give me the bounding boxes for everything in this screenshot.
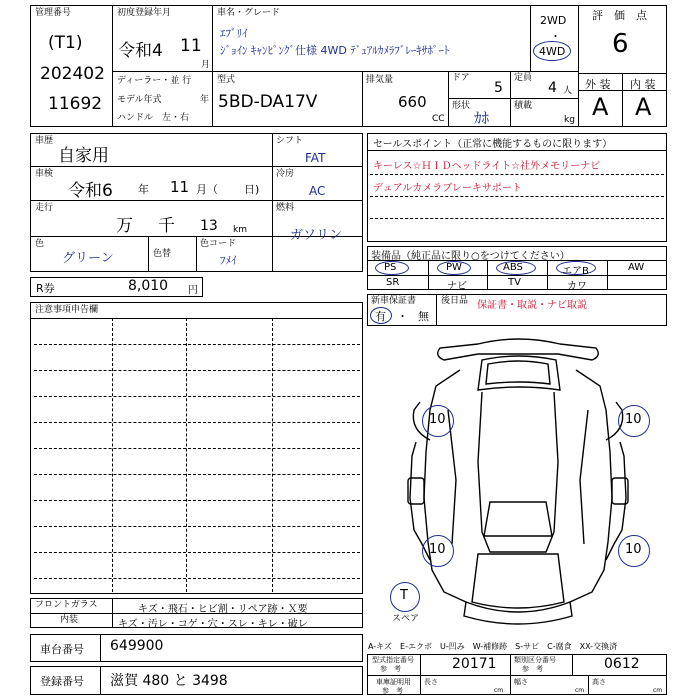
interior-cond-items: キズ・汚レ・コゲ・穴・スレ・キレ・破レ [118, 619, 308, 630]
divider [448, 98, 578, 99]
exterior-grade: A [592, 93, 609, 121]
divider [578, 5, 579, 127]
body-center [478, 392, 558, 552]
divider [530, 5, 531, 71]
divider [607, 260, 608, 290]
cert-sub: 参 考 [382, 687, 403, 695]
aftermarket-value: 保証書・取説・ナビ取説 [477, 300, 587, 311]
equipment-title: 装備品（純正品に限り○をつけてください） [371, 251, 570, 262]
inspection-month-unit: 月（ [196, 183, 218, 196]
first-reg-label: 初度登録年月 [117, 8, 172, 18]
divider [100, 666, 101, 695]
notes-grid-row [34, 578, 360, 579]
displacement-label: 排気量 [366, 75, 394, 85]
inspection-year-unit: 年 [138, 183, 149, 196]
equip-sr: SR [386, 277, 400, 288]
notes-grid-row [34, 552, 360, 553]
rear-window [486, 361, 550, 384]
color-code-label: 色コード [200, 239, 237, 249]
inspection-label: 車検 [35, 169, 54, 179]
width-label: 幅さ [514, 678, 528, 686]
inspection-day-unit: 日) [244, 183, 260, 196]
notes-grid-column [272, 318, 273, 592]
shape-label: 形状 [452, 101, 471, 111]
displacement: 660 [398, 93, 427, 111]
length-unit: cm [494, 687, 504, 694]
equip-pw: PW [446, 262, 462, 273]
notes-grid-column [186, 318, 187, 592]
color-change-label: 色替 [153, 249, 172, 259]
lot-code: (T1) [48, 33, 83, 53]
yen-unit: 円 [188, 285, 198, 296]
notes-grid-row [34, 370, 360, 371]
mileage-man: 万 [116, 216, 133, 236]
tire-front-left-value: 10 [429, 542, 446, 557]
front-glass-label: フロントガラス [35, 600, 98, 610]
divider [572, 654, 573, 675]
history-value: 自家用 [58, 146, 109, 166]
plate-label: 登録番号 [40, 675, 84, 688]
sales-points-title: セールスポイント（正常に機能するものに限ります） [373, 139, 613, 150]
car-name-label: 車名・グレード [217, 8, 281, 18]
height-unit: cm [653, 687, 663, 694]
class-num-sub: 参 考 [522, 665, 543, 673]
model-year-label: モデル年式 [117, 95, 162, 105]
ac-label: 冷房 [276, 169, 295, 179]
lot-label: 管理番号 [35, 8, 72, 18]
sales-point-1: キーレス☆ＨＩＤヘッドライト☆社外メモリーナビ [373, 161, 601, 172]
chassis-value: 649900 [110, 638, 164, 654]
fuel-label: 燃料 [276, 203, 295, 213]
capacity-label: 定員 [514, 73, 533, 83]
recycle-box [30, 277, 203, 297]
divider [30, 318, 363, 319]
lot-date: 202402 [40, 64, 105, 84]
divider [547, 260, 548, 290]
notes-grid-row [34, 448, 360, 449]
divider [362, 71, 363, 127]
divider [420, 654, 421, 695]
divider [367, 675, 667, 676]
divider [510, 654, 511, 695]
door-label: ドア [452, 73, 470, 83]
body-right [570, 370, 612, 602]
body-left [424, 370, 466, 602]
plate-value: 滋賀 480 と 3498 [110, 673, 228, 689]
shape: ｶﾎ [474, 109, 490, 127]
divider [212, 5, 213, 127]
warranty-sep: ・ [397, 310, 408, 323]
sales-point-2: デュアルカメラブレーキサポート [373, 183, 522, 194]
year-unit: 年 [200, 95, 210, 105]
interior-label: 内 装 [630, 78, 656, 91]
height-label: 高さ [592, 678, 606, 686]
divider [487, 260, 488, 290]
front-bumper [464, 602, 572, 624]
type-num-value: 20171 [452, 656, 497, 672]
color-label: 色 [35, 239, 45, 249]
spare-label: スペア [392, 614, 420, 624]
recycle-value: 8,010 [128, 278, 169, 294]
notes-grid-row [34, 500, 360, 501]
front-glass-items: キズ・飛石・ヒビ割・リペア跡・Ｘ要 [138, 604, 308, 615]
notes-grid-row [34, 344, 360, 345]
shift-value: FAT [305, 151, 326, 165]
aftermarket-label: 後日品 [441, 296, 469, 306]
divider [148, 236, 149, 272]
notes-title: 注意事項申告欄 [35, 305, 99, 315]
equip-ps: PS [384, 262, 397, 273]
divider [112, 598, 113, 628]
inspection-era: 令和6 [68, 181, 113, 201]
cc-unit: CC [432, 114, 445, 124]
exterior-label: 外 装 [585, 78, 611, 91]
divider [436, 294, 437, 326]
hood [472, 554, 564, 608]
notes-grid-row [34, 474, 360, 475]
km-unit: km [233, 225, 247, 235]
color-value: グリーン [62, 251, 114, 266]
windshield [484, 502, 552, 536]
mileage-label: 走行 [35, 203, 54, 213]
model-code: 5BD-DA17V [218, 92, 318, 112]
divider [367, 275, 667, 276]
divider [448, 71, 449, 127]
notes-grid-row [34, 396, 360, 397]
top-section [30, 5, 667, 127]
equip-navi: ナビ [447, 281, 467, 292]
divider [510, 71, 511, 127]
sales-line [370, 196, 664, 197]
mileage-value: 13 [200, 218, 218, 234]
shift-label: シフト [276, 136, 304, 146]
cert-label: 車庫証明用 [376, 678, 411, 686]
divider [428, 260, 429, 290]
fuel-value: ガソリン [290, 228, 343, 243]
tire-rear-right-value: 10 [625, 412, 642, 427]
warranty-yes: 有 [375, 310, 386, 323]
sales-line [370, 218, 664, 219]
lot-number: 11692 [48, 94, 103, 114]
car-name: ｴﾌﾞﾘｲ [220, 27, 248, 40]
color-code: ﾌﾒｲ [220, 254, 237, 267]
dealer-label: ディーラー・並 行 [117, 76, 192, 86]
warranty-label: 新車保証書 [371, 296, 417, 306]
recycle-label: R券 [36, 282, 55, 295]
drive-4wd: 4WD [539, 45, 566, 58]
divider [367, 150, 667, 151]
notes-grid-row [34, 422, 360, 423]
divider [622, 73, 623, 127]
notes-grid-row [34, 526, 360, 527]
damage-legend: A-キズ E-エクボ U-凹み W-補修跡 S-サビ C-腐食 XX-交換済 [368, 642, 618, 651]
doors: 5 [494, 80, 503, 96]
ac-value: AC [309, 184, 326, 198]
class-num-label: 類別区分番号 [514, 656, 556, 664]
type-num-sub: 参 考 [380, 665, 401, 673]
divider [112, 5, 113, 127]
sales-line [370, 174, 664, 175]
interior-cond-label: 内装 [60, 615, 79, 625]
history-label: 車歴 [35, 136, 54, 146]
capacity: 4 [548, 80, 557, 96]
handle-label: ハンドル 左・右 [117, 113, 190, 123]
divider [272, 133, 273, 272]
first-reg-month: 11 [180, 36, 202, 56]
notes-grid-column [112, 318, 113, 592]
warranty-no: 無 [418, 310, 429, 323]
mileage-sen: 千 [158, 216, 175, 236]
chassis-label: 車台番号 [40, 643, 84, 656]
load-label: 積載 [514, 101, 533, 111]
length-label: 長さ [424, 678, 438, 686]
class-num-value: 0612 [604, 656, 640, 672]
equip-tv: TV [508, 277, 521, 288]
month-unit: 月 [201, 60, 211, 70]
pillar-right [580, 410, 588, 544]
type-num-label: 型式指定番号 [372, 656, 414, 664]
divider [196, 236, 197, 272]
drive-dot: ・ [550, 30, 561, 43]
equip-aw: AW [628, 262, 645, 273]
divider [112, 71, 212, 72]
width-unit: cm [575, 687, 585, 694]
interior-grade: A [635, 93, 652, 121]
equip-abs: ABS [503, 262, 523, 273]
divider [212, 71, 578, 72]
roof-spoiler [438, 339, 599, 360]
score-label: 評 価 点 [592, 9, 647, 22]
drive-2wd: 2WD [540, 14, 567, 27]
divider [100, 634, 101, 662]
tire-front-right-value: 10 [625, 542, 642, 557]
kg-unit: kg [564, 115, 575, 125]
tire-rear-left-value: 10 [429, 412, 446, 427]
model-label: 型式 [217, 75, 236, 85]
equip-airbag: エアB [562, 266, 589, 277]
spare-mark: T [400, 588, 408, 603]
equip-leather: カワ [567, 281, 587, 292]
grade: ｼﾞｮｲﾝ ｷｬﾝﾋﾟﾝｸﾞ仕様 4WD ﾃﾞｭｱﾙｶﾒﾗﾌﾞﾚｰｷｻﾎﾟｰﾄ [220, 44, 450, 57]
score: 6 [612, 29, 629, 59]
first-reg-era: 令和4 [118, 41, 163, 61]
divider [30, 166, 363, 167]
person-unit: 人 [563, 86, 573, 96]
inspection-month: 11 [170, 178, 190, 196]
divider [588, 675, 589, 695]
